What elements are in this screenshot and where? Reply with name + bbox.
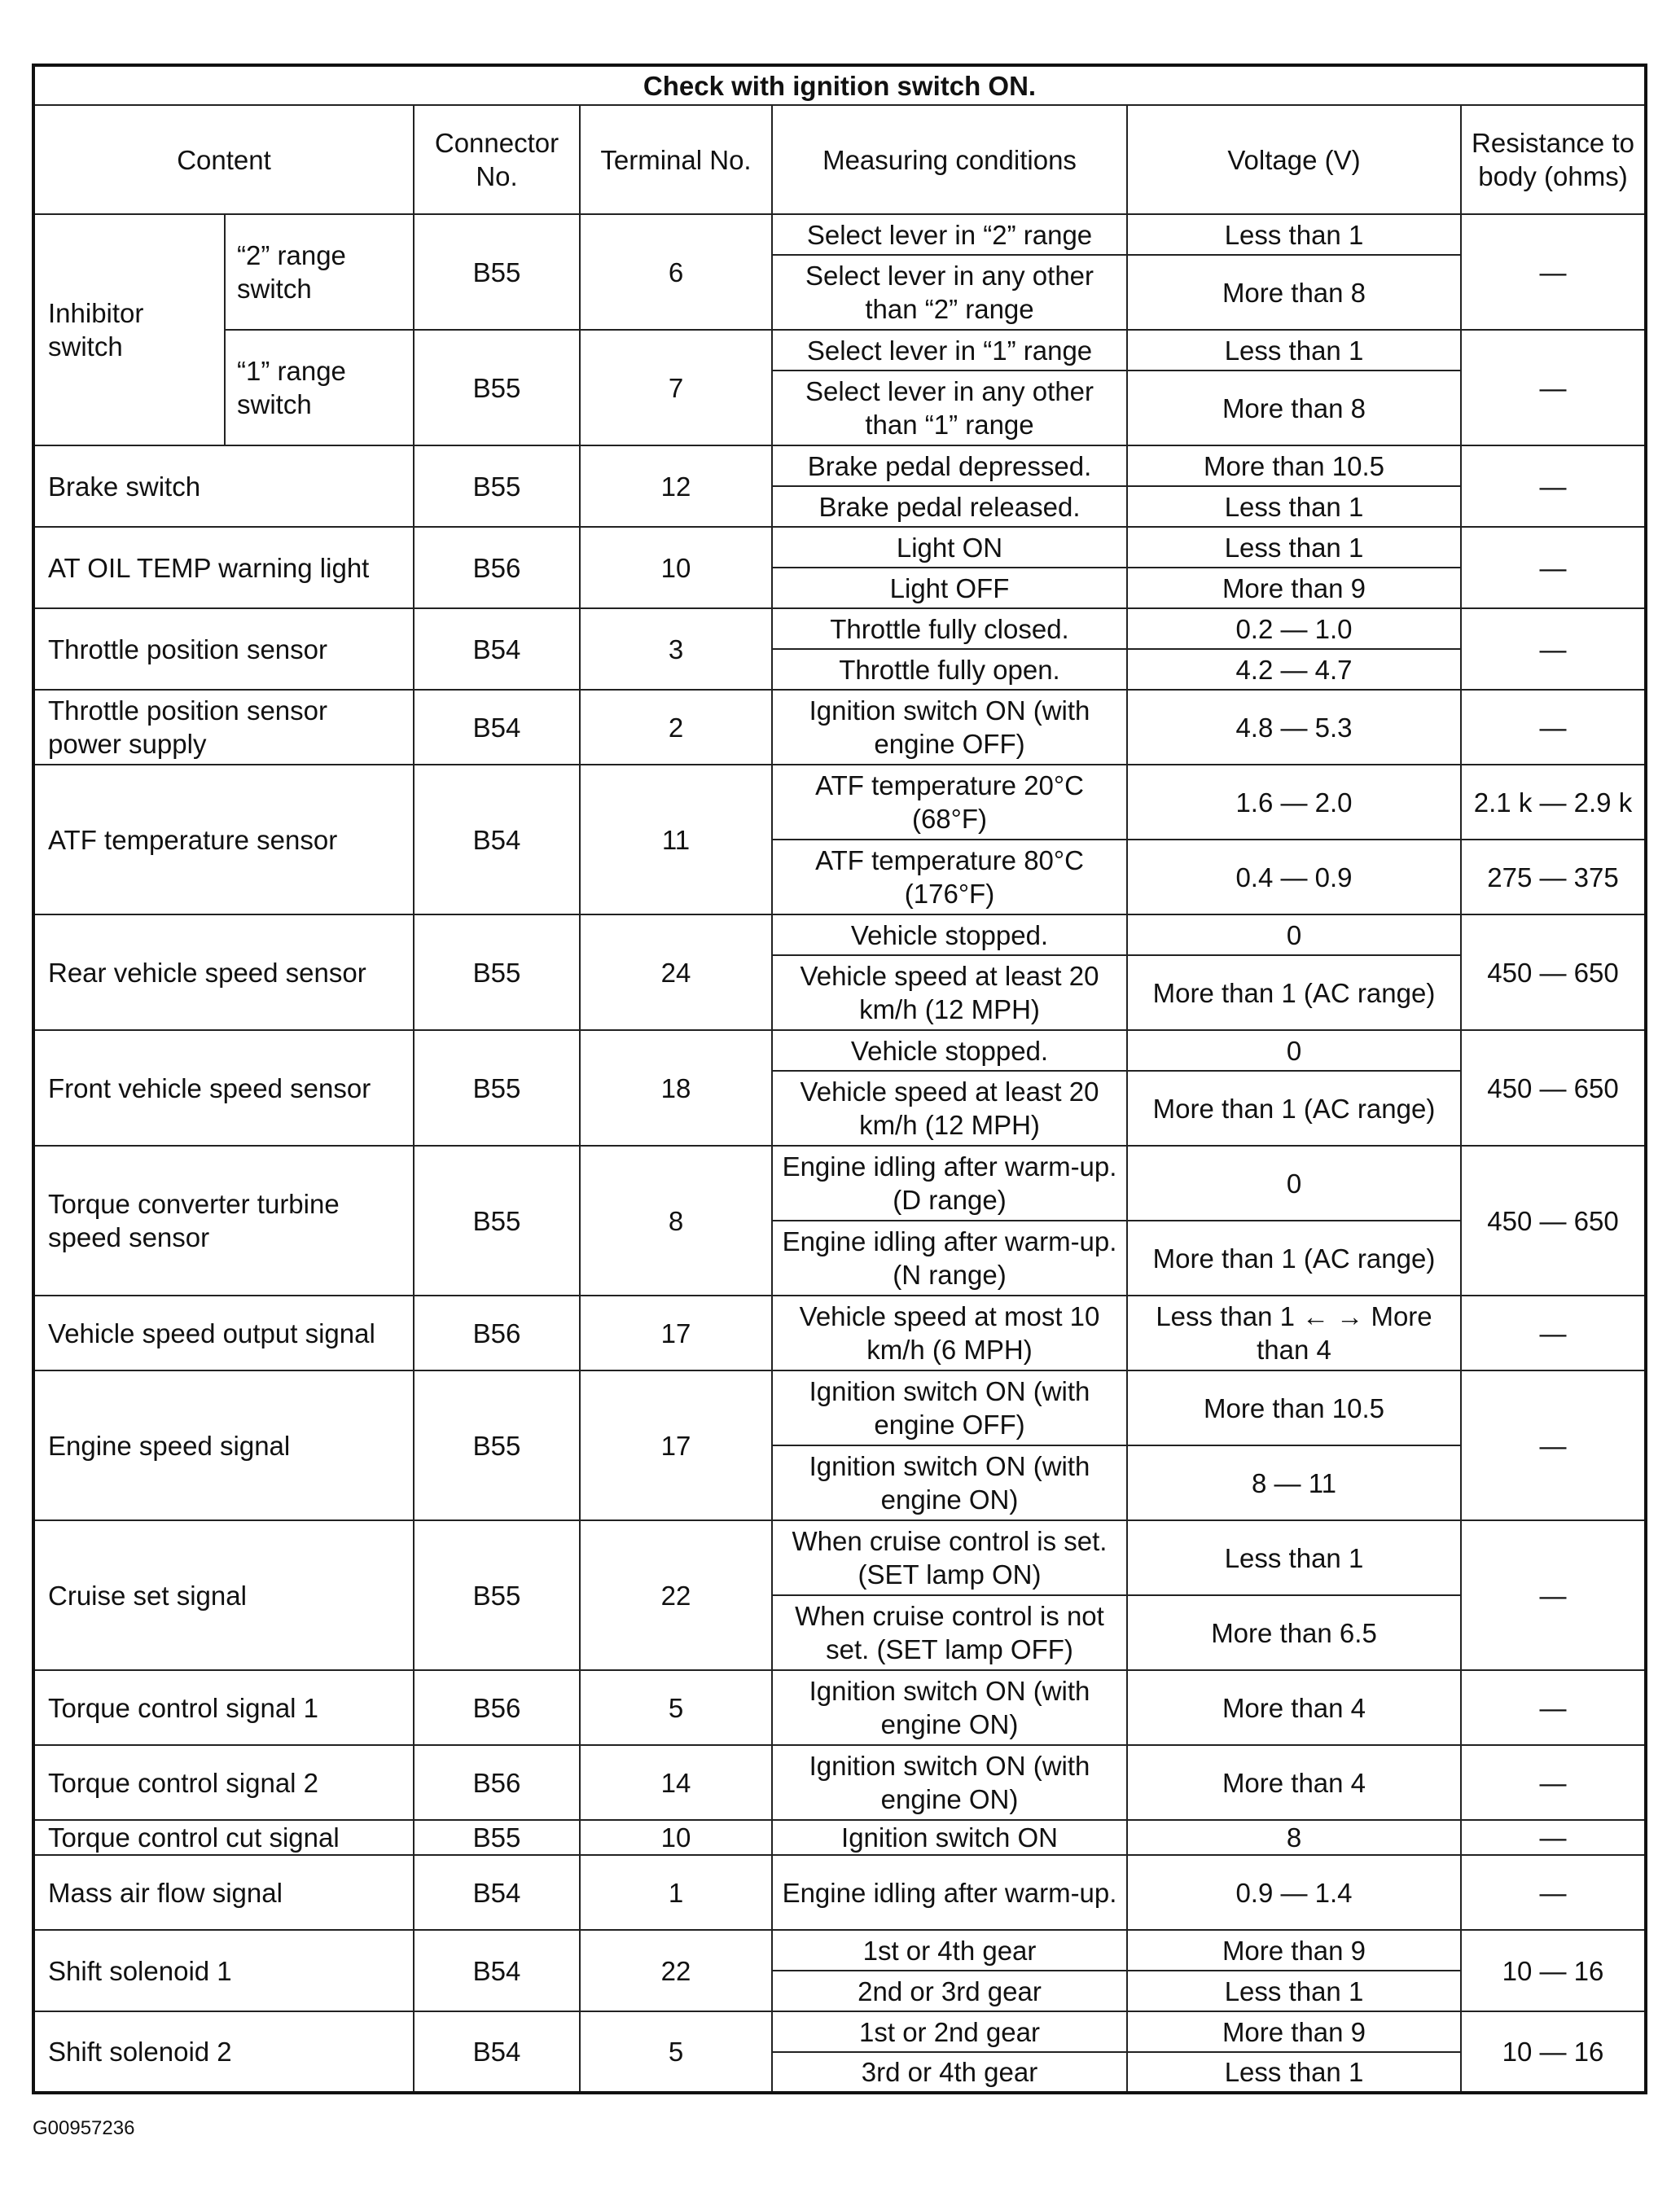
voltage-cell: More than 1 (AC range) xyxy=(1127,1221,1461,1296)
terminal-cell: 5 xyxy=(580,1670,772,1745)
condition-cell: Vehicle stopped. xyxy=(772,914,1127,955)
terminal-cell: 2 xyxy=(580,690,772,765)
subcontent-cell: “1” range switch xyxy=(225,330,414,445)
header-terminal: Terminal No. xyxy=(580,105,772,214)
voltage-cell: Less than 1 xyxy=(1127,1520,1461,1595)
connector-cell: B54 xyxy=(414,765,580,914)
resistance-cell: 10 — 16 xyxy=(1461,2011,1646,2093)
voltage-cell: Less than 1 ← → More than 4 xyxy=(1127,1296,1461,1370)
table-row xyxy=(33,214,1646,255)
voltage-cell: 8 xyxy=(1127,1820,1461,1855)
condition-cell: Select lever in “2” range xyxy=(772,214,1127,255)
connector-cell: B55 xyxy=(414,1520,580,1670)
condition-cell: Vehicle speed at least 20 km/h (12 MPH) xyxy=(772,1071,1127,1146)
table-row xyxy=(33,1146,1646,1221)
condition-cell: Select lever in any other than “1” range xyxy=(772,371,1127,445)
table-row xyxy=(33,1670,1646,1745)
terminal-cell: 12 xyxy=(580,445,772,527)
figure-code: G00957236 xyxy=(33,2117,135,2139)
voltage-cell: 4.2 — 4.7 xyxy=(1127,649,1461,690)
content-cell: Rear vehicle speed sensor xyxy=(33,914,414,1030)
content-cell: Torque control cut signal xyxy=(33,1820,414,1855)
table-row xyxy=(33,1855,1646,1930)
resistance-cell: — xyxy=(1461,690,1646,765)
terminal-cell: 6 xyxy=(580,214,772,330)
voltage-cell: 0 xyxy=(1127,1030,1461,1071)
content-cell: Torque converter turbine speed sensor xyxy=(33,1146,414,1296)
connector-cell: B55 xyxy=(414,330,580,445)
resistance-cell: — xyxy=(1461,1296,1646,1370)
voltage-cell: Less than 1 xyxy=(1127,330,1461,371)
resistance-cell: 2.1 k — 2.9 k xyxy=(1461,765,1646,840)
connector-cell: B55 xyxy=(414,1820,580,1855)
connector-cell: B54 xyxy=(414,2011,580,2093)
condition-cell: ATF temperature 20°C (68°F) xyxy=(772,765,1127,840)
condition-cell: Ignition switch ON (with engine ON) xyxy=(772,1445,1127,1520)
condition-cell: Throttle fully open. xyxy=(772,649,1127,690)
resistance-cell: 10 — 16 xyxy=(1461,1930,1646,2011)
condition-cell: Vehicle speed at most 10 km/h (6 MPH) xyxy=(772,1296,1127,1370)
terminal-cell: 17 xyxy=(580,1370,772,1520)
resistance-cell: — xyxy=(1461,1745,1646,1820)
condition-cell: Light OFF xyxy=(772,568,1127,608)
condition-cell: Vehicle speed at least 20 km/h (12 MPH) xyxy=(772,955,1127,1030)
voltage-cell: More than 10.5 xyxy=(1127,1370,1461,1445)
terminal-cell: 10 xyxy=(580,1820,772,1855)
resistance-cell: 450 — 650 xyxy=(1461,914,1646,1030)
resistance-cell: — xyxy=(1461,1670,1646,1745)
resistance-cell: — xyxy=(1461,1520,1646,1670)
condition-cell: 1st or 2nd gear xyxy=(772,2011,1127,2052)
condition-cell: Brake pedal depressed. xyxy=(772,445,1127,486)
resistance-cell: — xyxy=(1461,1820,1646,1855)
table-row xyxy=(33,1370,1646,1445)
condition-cell: 3rd or 4th gear xyxy=(772,2052,1127,2093)
table-row xyxy=(33,445,1646,486)
voltage-cell: More than 4 xyxy=(1127,1745,1461,1820)
voltage-cell: More than 10.5 xyxy=(1127,445,1461,486)
header-content: Content xyxy=(33,105,414,214)
connector-cell: B55 xyxy=(414,1030,580,1146)
condition-cell: Engine idling after warm-up. (N range) xyxy=(772,1221,1127,1296)
condition-cell: Engine idling after warm-up. (D range) xyxy=(772,1146,1127,1221)
condition-cell: Select lever in any other than “2” range xyxy=(772,255,1127,330)
terminal-cell: 1 xyxy=(580,1855,772,1930)
content-cell: Brake switch xyxy=(33,445,414,527)
condition-cell: ATF temperature 80°C (176°F) xyxy=(772,840,1127,914)
connector-cell: B54 xyxy=(414,608,580,690)
content-cell: ATF temperature sensor xyxy=(33,765,414,914)
voltage-cell: Less than 1 xyxy=(1127,486,1461,527)
voltage-cell: 1.6 — 2.0 xyxy=(1127,765,1461,840)
voltage-cell: More than 4 xyxy=(1127,1670,1461,1745)
voltage-cell: More than 8 xyxy=(1127,371,1461,445)
voltage-cell: 0 xyxy=(1127,1146,1461,1221)
content-cell: Engine speed signal xyxy=(33,1370,414,1520)
terminal-cell: 3 xyxy=(580,608,772,690)
condition-cell: Ignition switch ON (with engine ON) xyxy=(772,1670,1127,1745)
terminal-cell: 17 xyxy=(580,1296,772,1370)
condition-cell: Light ON xyxy=(772,527,1127,568)
content-cell: Torque control signal 1 xyxy=(33,1670,414,1745)
connector-cell: B55 xyxy=(414,914,580,1030)
condition-cell: Ignition switch ON (with engine OFF) xyxy=(772,1370,1127,1445)
table-row xyxy=(33,1030,1646,1071)
voltage-cell: More than 1 (AC range) xyxy=(1127,955,1461,1030)
voltage-cell: More than 9 xyxy=(1127,2011,1461,2052)
subcontent-cell: “2” range switch xyxy=(225,214,414,330)
resistance-cell: 275 — 375 xyxy=(1461,840,1646,914)
voltage-cell: Less than 1 xyxy=(1127,1971,1461,2011)
voltage-cell: More than 9 xyxy=(1127,1930,1461,1971)
voltage-cell: 0.4 — 0.9 xyxy=(1127,840,1461,914)
header-resistance: Resistance to body (ohms) xyxy=(1461,105,1646,214)
resistance-cell: 450 — 650 xyxy=(1461,1030,1646,1146)
condition-cell: Ignition switch ON (with engine OFF) xyxy=(772,690,1127,765)
connector-cell: B54 xyxy=(414,690,580,765)
terminal-cell: 10 xyxy=(580,527,772,608)
table-row xyxy=(33,1520,1646,1595)
content-cell: Throttle position sensor power supply xyxy=(33,690,414,765)
connector-cell: B56 xyxy=(414,1670,580,1745)
condition-cell: Engine idling after warm-up. xyxy=(772,1855,1127,1930)
terminal-cell: 8 xyxy=(580,1146,772,1296)
content-cell: Shift solenoid 1 xyxy=(33,1930,414,2011)
terminal-cell: 11 xyxy=(580,765,772,914)
table-row xyxy=(33,1296,1646,1370)
connector-cell: B54 xyxy=(414,1855,580,1930)
voltage-cell: Less than 1 xyxy=(1127,2052,1461,2093)
connector-cell: B55 xyxy=(414,1370,580,1520)
condition-cell: Ignition switch ON xyxy=(772,1820,1127,1855)
content-cell: Front vehicle speed sensor xyxy=(33,1030,414,1146)
content-cell: Shift solenoid 2 xyxy=(33,2011,414,2093)
table-row xyxy=(33,690,1646,765)
voltage-cell: More than 9 xyxy=(1127,568,1461,608)
voltage-cell: 4.8 — 5.3 xyxy=(1127,690,1461,765)
table-row xyxy=(33,1745,1646,1820)
voltage-cell: 0 xyxy=(1127,914,1461,955)
connector-cell: B56 xyxy=(414,1745,580,1820)
resistance-cell: 450 — 650 xyxy=(1461,1146,1646,1296)
table-banner: Check with ignition switch ON. xyxy=(33,65,1646,105)
terminal-cell: 18 xyxy=(580,1030,772,1146)
connector-cell: B55 xyxy=(414,214,580,330)
resistance-cell: — xyxy=(1461,445,1646,527)
condition-cell: 1st or 4th gear xyxy=(772,1930,1127,1971)
terminal-cell: 22 xyxy=(580,1520,772,1670)
content-cell: Torque control signal 2 xyxy=(33,1745,414,1820)
header-voltage: Voltage (V) xyxy=(1127,105,1461,214)
connector-cell: B56 xyxy=(414,527,580,608)
table-row xyxy=(33,1820,1646,1855)
header-conditions: Measuring conditions xyxy=(772,105,1127,214)
voltage-cell: More than 6.5 xyxy=(1127,1595,1461,1670)
table-row xyxy=(33,527,1646,568)
table-row xyxy=(33,1930,1646,1971)
terminal-cell: 5 xyxy=(580,2011,772,2093)
content-cell: Vehicle speed output signal xyxy=(33,1296,414,1370)
terminal-cell: 24 xyxy=(580,914,772,1030)
resistance-cell: — xyxy=(1461,1855,1646,1930)
voltage-cell: More than 1 (AC range) xyxy=(1127,1071,1461,1146)
condition-cell: Select lever in “1” range xyxy=(772,330,1127,371)
voltage-cell: 0.9 — 1.4 xyxy=(1127,1855,1461,1930)
condition-cell: Ignition switch ON (with engine ON) xyxy=(772,1745,1127,1820)
voltage-cell: 8 — 11 xyxy=(1127,1445,1461,1520)
connector-cell: B55 xyxy=(414,445,580,527)
content-cell: Cruise set signal xyxy=(33,1520,414,1670)
header-row xyxy=(33,105,1646,214)
condition-cell: Vehicle stopped. xyxy=(772,1030,1127,1071)
table-row xyxy=(33,608,1646,649)
content-cell: AT OIL TEMP warning light xyxy=(33,527,414,608)
resistance-cell: — xyxy=(1461,1370,1646,1520)
table-row xyxy=(33,765,1646,840)
voltage-cell: Less than 1 xyxy=(1127,527,1461,568)
resistance-cell: — xyxy=(1461,330,1646,445)
connector-cell: B56 xyxy=(414,1296,580,1370)
connector-cell: B55 xyxy=(414,1146,580,1296)
header-connector: Connector No. xyxy=(414,105,580,214)
condition-cell: When cruise control is set. (SET lamp ON) xyxy=(772,1520,1127,1595)
table-row xyxy=(33,330,1646,371)
voltage-cell: Less than 1 xyxy=(1127,214,1461,255)
content-cell: Throttle position sensor xyxy=(33,608,414,690)
voltage-cell: 0.2 — 1.0 xyxy=(1127,608,1461,649)
condition-cell: When cruise control is not set. (SET lamp OFF) xyxy=(772,1595,1127,1670)
content-cell: Inhibitor switch xyxy=(33,214,225,445)
condition-cell: Throttle fully closed. xyxy=(772,608,1127,649)
resistance-cell: — xyxy=(1461,608,1646,690)
table-row xyxy=(33,914,1646,955)
inspection-table xyxy=(32,64,1647,2094)
terminal-cell: 22 xyxy=(580,1930,772,2011)
condition-cell: 2nd or 3rd gear xyxy=(772,1971,1127,2011)
resistance-cell: — xyxy=(1461,527,1646,608)
resistance-cell: — xyxy=(1461,214,1646,330)
content-cell: Mass air flow signal xyxy=(33,1855,414,1930)
connector-cell: B54 xyxy=(414,1930,580,2011)
table-row xyxy=(33,2011,1646,2052)
voltage-cell: More than 8 xyxy=(1127,255,1461,330)
terminal-cell: 7 xyxy=(580,330,772,445)
terminal-cell: 14 xyxy=(580,1745,772,1820)
condition-cell: Brake pedal released. xyxy=(772,486,1127,527)
